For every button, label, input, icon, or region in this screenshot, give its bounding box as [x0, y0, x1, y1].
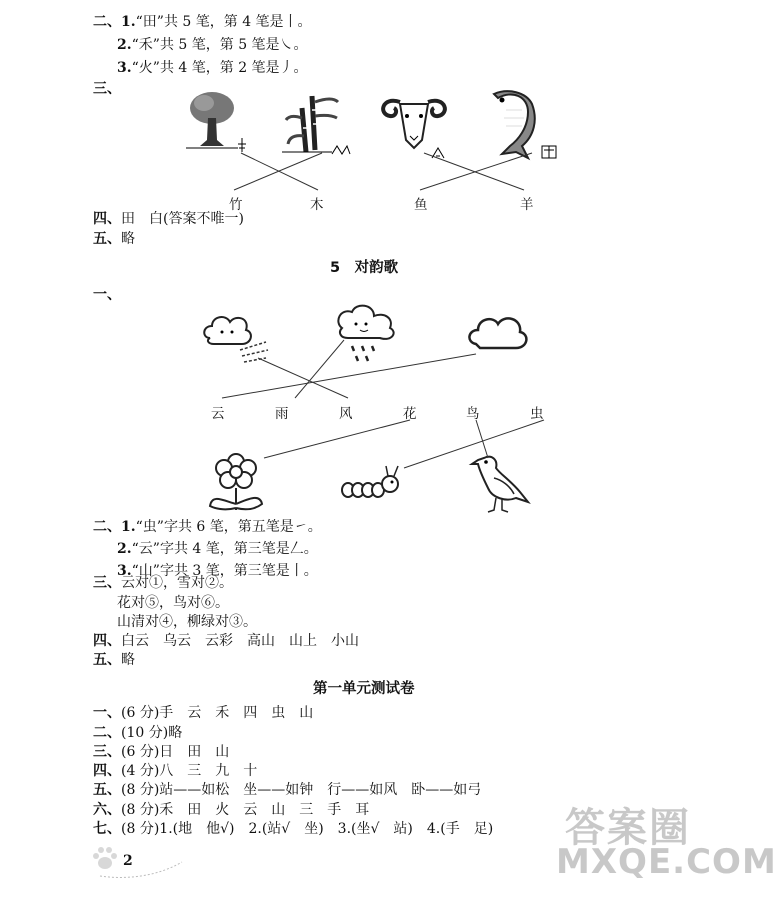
match-label-bamboo: 竹	[229, 197, 243, 213]
lesson-stroke-answer-1: 二、1.“虫”字共 6 笔，第五笔是㇀。	[93, 519, 322, 535]
lesson-label-flower: 花	[403, 406, 417, 422]
couplet-answer-1: 三、云对①，雪对②。	[93, 575, 233, 591]
lesson-stroke-answer-2: 2.“云”字共 4 笔，第三笔是𠃋。	[117, 541, 318, 557]
match-label-sheep: 羊	[520, 197, 534, 213]
section-four-answer: 四、田 白(答案不唯一)	[93, 211, 244, 227]
lesson-section-five-answer: 五、略	[93, 652, 135, 668]
test-answer-3: 三、(6 分)日 田 山	[93, 744, 230, 760]
section-three-number: 三、	[93, 81, 121, 97]
stroke-answer-1: 二、1.“田”共 5 笔，第 4 笔是丨。	[93, 14, 312, 30]
lesson-section-four-answer: 四、白云 乌云 云彩 高山 山上 小山	[93, 633, 359, 649]
page-number: 2	[123, 853, 133, 869]
lesson-label-wind: 风	[339, 406, 353, 422]
match-label-fish: 鱼	[414, 197, 428, 213]
lesson-section-one-number: 一、	[93, 287, 121, 303]
lesson-label-bird: 鸟	[466, 406, 480, 422]
test-answer-7: 七、(8 分)1.(地 他√) 2.(站√ 坐) 3.(坐√ 站) 4.(手 足)	[93, 821, 494, 837]
lesson-label-rain: 雨	[275, 406, 289, 422]
couplet-answer-2: 花对⑤，鸟对⑥。	[117, 595, 229, 611]
lesson-label-insect: 虫	[530, 406, 544, 422]
lesson-label-cloud: 云	[211, 406, 225, 422]
test-answer-5: 五、(8 分)站——如松 坐——如钟 行——如风 卧——如弓	[93, 782, 482, 798]
stroke-answer-2: 2.“禾”共 5 笔，第 5 笔是㇏。	[117, 37, 308, 53]
lesson-stroke-answer-3: 3.“山”字共 3 笔，第三笔是丨。	[117, 563, 318, 579]
section-five-answer: 五、略	[93, 231, 135, 247]
test-answer-2: 二、(10 分)略	[93, 725, 183, 741]
unit-test-title: 第一单元测试卷	[313, 681, 415, 697]
test-answer-4: 四、(4 分)八 三 九 十	[93, 763, 258, 779]
watermark-logo-text: 答案圈	[565, 805, 691, 851]
test-answer-1: 一、(6 分)手 云 禾 四 虫 山	[93, 705, 314, 721]
watermark-url: MXQE.COM	[556, 842, 777, 882]
match-label-wood: 木	[310, 197, 324, 213]
lesson-title: 5 对韵歌	[330, 260, 399, 276]
test-answer-6: 六、(8 分)禾 田 火 云 山 三 手 耳	[93, 802, 370, 818]
footer-curve	[98, 858, 188, 880]
couplet-answer-3: 山清对④，柳绿对③。	[117, 614, 257, 630]
stroke-answer-3: 3.“火”共 4 笔，第 2 笔是丿。	[117, 60, 308, 76]
